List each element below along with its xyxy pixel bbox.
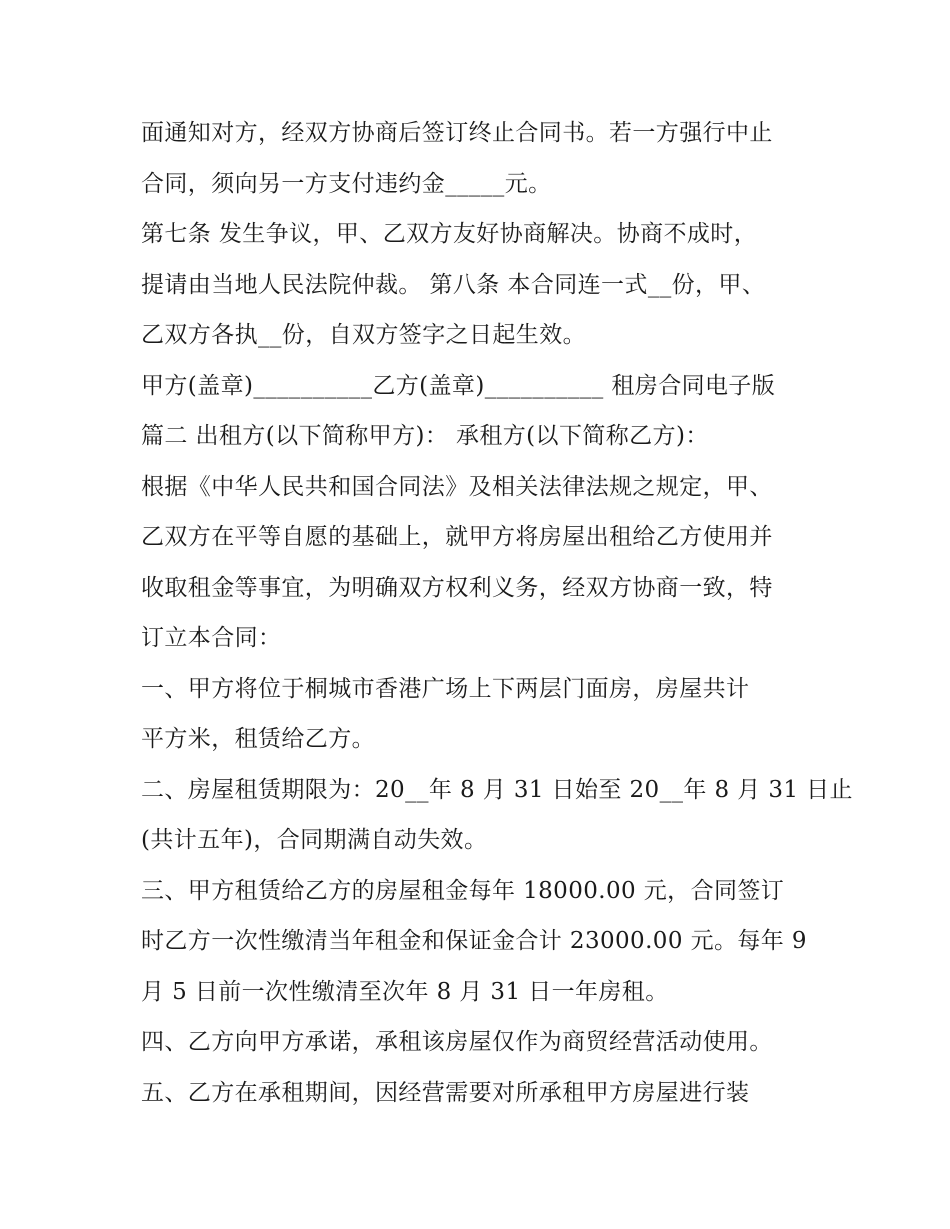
text-line: 乙双方各执__份，自双方签字之日起生效。 — [141, 322, 586, 348]
text-line: 甲方(盖章)__________乙方(盖章)__________ 租房合同电子版 — [141, 372, 776, 399]
text-line: 提请由当地人民法院仲裁。 第八条 本合同连一式__份，甲、 — [141, 271, 766, 298]
text-line: 五、乙方在承租期间，因经营需要对所承租甲方房屋进行装 — [141, 1079, 750, 1106]
document-body — [141, 108, 853, 1118]
text-line: 时乙方一次性缴清当年租金和保证金合计 23000.00 元。每年 9 — [141, 928, 807, 954]
text-line: 乙双方在平等自愿的基础上，就甲方将房屋出租给乙方使用并 — [141, 524, 773, 550]
text-line: 篇二 出租方(以下简称甲方)： 承租方(以下简称乙方)： — [141, 423, 709, 449]
text-line: 合同，须向另一方支付违约金_____元。 — [141, 170, 552, 197]
text-line: 三、甲方租赁给乙方的房屋租金每年 18000.00 元，合同签订 — [141, 877, 785, 904]
text-line: (共计五年)，合同期满自动失效。 — [141, 827, 488, 853]
text-line: 第七条 发生争议，甲、乙双方友好协商解决。协商不成时， — [141, 221, 758, 247]
text-line: 收取租金等事宜，为明确双方权利义务，经双方协商一致，特 — [141, 574, 773, 601]
text-line: 根据《中华人民共和国合同法》及相关法律法规之规定，甲、 — [141, 473, 773, 500]
text-line: 四、乙方向甲方承诺，承租该房屋仅作为商贸经营活动使用。 — [141, 1029, 773, 1055]
text-line: 订立本合同： — [141, 625, 282, 651]
text-line: 一、甲方将位于桐城市香港广场上下两层门面房，房屋共计 — [141, 675, 750, 702]
text-line: 二、房屋租赁期限为：20__年 8 月 31 日始至 20__年 8 月 31 日止 — [141, 776, 853, 803]
text-line: 月 5 日前一次性缴清至次年 8 月 31 日一年房租。 — [141, 978, 669, 1005]
text-line: 面通知对方，经双方协商后签订终止合同书。若一方强行中止 — [141, 120, 773, 146]
text-line: 平方米，租赁给乙方。 — [141, 726, 375, 752]
